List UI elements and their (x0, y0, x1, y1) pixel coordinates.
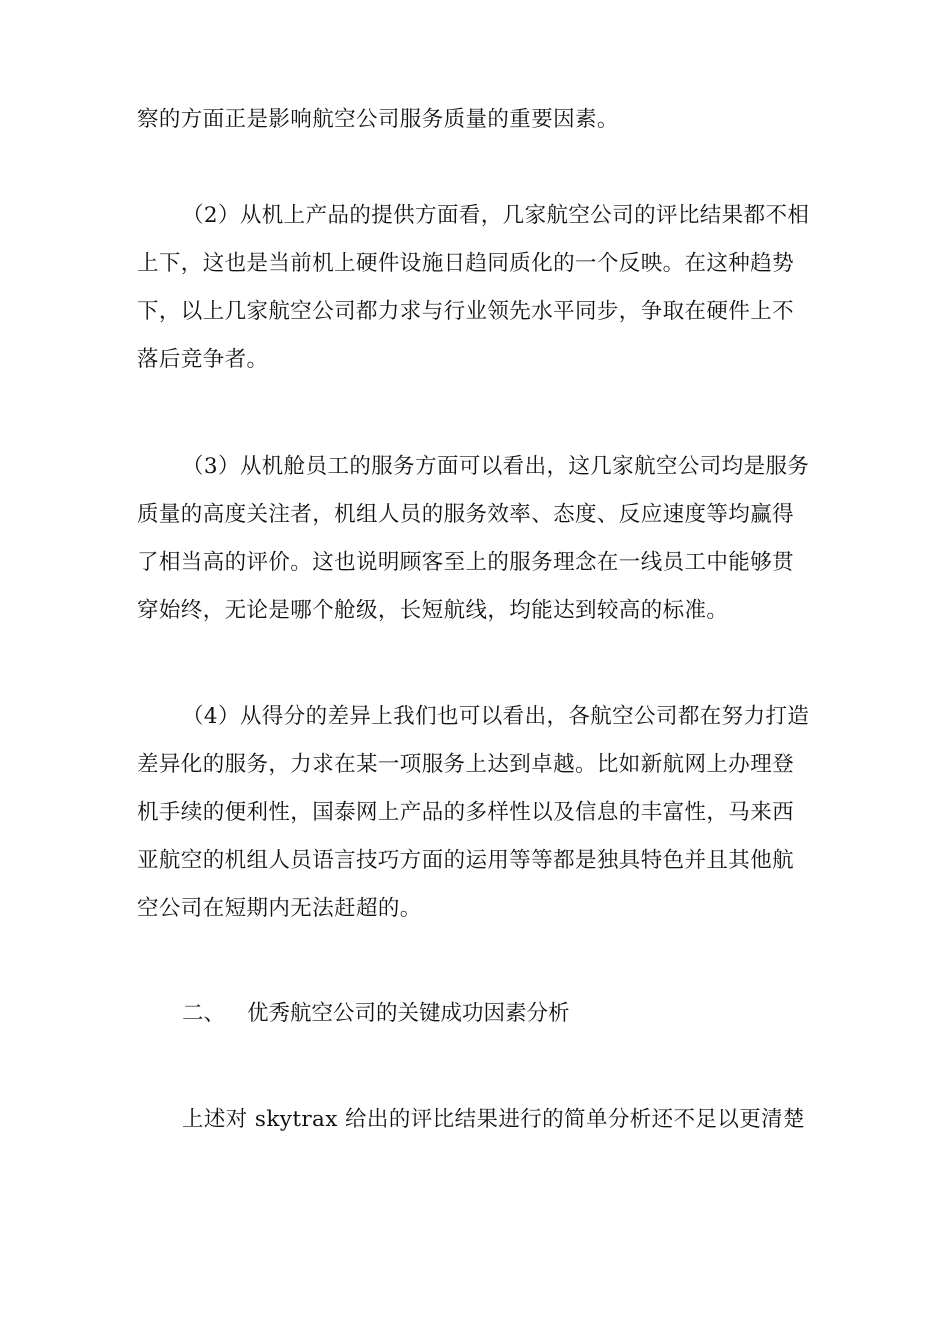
paragraph-2 (137, 192, 827, 384)
section-number: 二、 (182, 1001, 226, 1026)
section-title: 优秀航空公司的关键成功因素分析 (247, 1001, 570, 1026)
text-line: 亚航空的机组人员语言技巧方面的运用等等都是独具特色并且其他航 (137, 848, 795, 873)
text-line: 质量的高度关注者，机组人员的服务效率、态度、反应速度等均赢得 (137, 502, 795, 527)
text-line: （2）从机上产品的提供方面看，几家航空公司的评比结果都不相 (182, 203, 810, 228)
text-line: 下，以上几家航空公司都力求与行业领先水平同步，争取在硬件上不 (137, 299, 795, 324)
text-line: 上述对 skytrax 给出的评比结果进行的简单分析还不足以更清楚 (182, 1107, 805, 1132)
text-line: 机手续的便利性，国泰网上产品的多样性以及信息的丰富性，马来西 (137, 800, 795, 825)
text-line: 察的方面正是影响航空公司服务质量的重要因素。 (137, 107, 619, 132)
text-line: （4）从得分的差异上我们也可以看出，各航空公司都在努力打造 (182, 704, 810, 729)
paragraph-4 (137, 693, 827, 933)
text-line: 差异化的服务，力求在某一项服务上达到卓越。比如新航网上办理登 (137, 752, 795, 777)
section-heading (182, 990, 570, 1038)
text-line: 上下，这也是当前机上硬件设施日趋同质化的一个反映。在这种趋势 (137, 251, 795, 276)
text-line: 穿始终，无论是哪个舱级，长短航线，均能达到较高的标准。 (137, 598, 729, 623)
paragraph-5 (137, 1096, 827, 1144)
text-line: 了相当高的评价。这也说明顾客至上的服务理念在一线员工中能够贯 (137, 550, 795, 575)
paragraph-intro-tail (137, 96, 827, 144)
text-line: 落后竞争者。 (137, 347, 269, 372)
text-line: 空公司在短期内无法赶超的。 (137, 896, 422, 921)
paragraph-3 (137, 443, 827, 635)
text-line: （3）从机舱员工的服务方面可以看出，这几家航空公司均是服务 (182, 454, 810, 479)
